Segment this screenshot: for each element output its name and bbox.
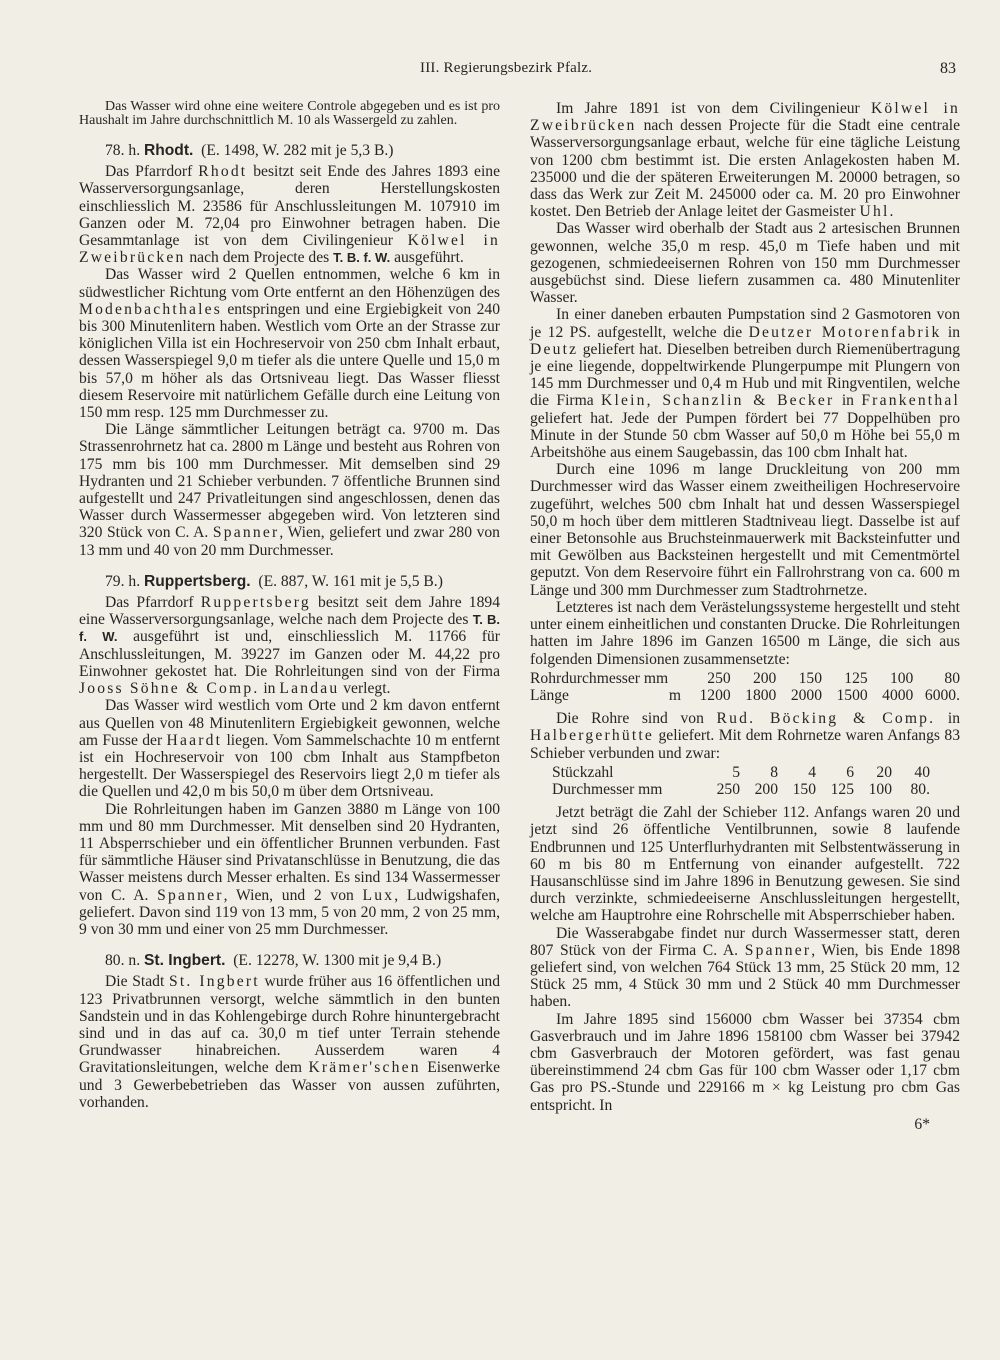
paragraph: Jetzt beträgt die Zahl der Schieber 112. Anfangs waren 20 und jetzt sind 26 öffentliche Ventilbrunnen, sowie 8 laufende Endbrunnen und 125 Unterflurhydranten mit Selbstentwässerung in 60 m bis 80 m Entfernung von einander aufgestellt. 722 Hausanschlüsse sind im Jahre 1896 in Benutzung gewesen. Sie sind durch verzinkte, schmiedeeiserne Anschlussleitungen hergestellt, welche am Hauptrohre eine Rohrschelle mit Absperrschieber haben. [530, 804, 960, 925]
paragraph: Das Wasser wird westlich vom Orte und 2 km davon entfernt aus Quellen von 48 Minutenlitern Ergiebigkeit gewonnen, welche am Fusse der Haardt liegen. Vom Sammelschachte 10 m entfernt ist ein Hochreservoir von 100 cbm Inhalt aus Stampfbeton hergestellt. Der Wasserspiegel des Reservoirs liegt 2,0 m tiefer als die Quellen und 42,0 m bis 50,0 m über dem Ortsniveau. [79, 697, 500, 801]
paragraph: Das Pfarrdorf Ruppertsberg besitzt seit dem Jahre 1894 eine Wasserversorgungsanlage, welche nach dem Projecte des T. B. f. W. ausgeführt ist und, einschliesslich M. 11766 für Anschlussleitungen, M. 39227 im Ganzen oder M. 44,22 pro Einwohner gekostet hat. Die Rohrleitungen sind von der Firma Jooss Söhne & Comp. in Landau verlegt. [79, 594, 500, 698]
paragraph: Im Jahre 1891 ist von dem Civilingenieur Kölwel in Zweibrücken nach dessen Projecte für die Stadt eine centrale Wasserversorgungsanlage erbaut, welche für eine tägliche Leistung von 1200 cbm bestimmt ist. Die ersten Anlagekosten haben M. 235000 und die der späteren Erweiterungen M. 20000 betragen, so dass das Werk zur Zeit M. 245000 oder ca. M. 20 pro Einwohner kostet. Den Betrieb der Anlage leitet der Gasmeister Uhl. [530, 100, 960, 221]
table-cell: 1200 [699, 686, 731, 704]
table-cell: 6 [846, 763, 854, 781]
table-row [530, 670, 960, 687]
table-cell: 1500 [836, 686, 868, 704]
table-cell: 100 [889, 669, 914, 687]
entry-place: St. Ingbert. [144, 952, 226, 970]
table-row-label: Durchmesser mm [552, 780, 663, 798]
paragraph: Die Rohre sind von Rud. Böcking & Comp. in Halbergerhütte geliefert. Mit dem Rohrnetze waren Anfangs 83 Schieber verbunden und zwar: [530, 710, 960, 762]
table-cell: 5 [732, 763, 740, 781]
table-cell: 100 [868, 780, 892, 798]
table-cell: 250 [716, 780, 740, 798]
table-cell: 6000. [924, 686, 960, 704]
paragraph: Die Rohrleitungen haben im Ganzen 3880 m Länge von 100 mm und 80 mm Durchmesser. Mit denselben sind 20 Hydranten, 11 Absperrschieber und ein öffentlicher Brunnen verbunden. Fast für sämmtliche Häuser sind Privatanschlüsse in Benutzung, die das Wasser meistens durch Messer erhalten. Es sind 134 Wassermesser von C. A. Spanner, Wien, und 2 von Lux, Ludwigshafen, geliefert. Davon sind 119 von 13 mm, 5 von 20 mm, 2 von 25 mm, 9 von 30 mm und einer von 25 mm Durchmesser. [79, 800, 501, 938]
entry-number: 79. h. [105, 572, 141, 590]
table-cell: 4 [808, 763, 816, 781]
entry-meta: (E. 887, W. 161 mit je 5,5 B.) [258, 572, 443, 590]
left-column [79, 100, 500, 1111]
table-cell: 4000 [882, 686, 914, 704]
paragraph: Das Pfarrdorf Rhodt besitzt seit Ende des Jahres 1893 eine Wasserversorgungsanlage, deren Herstellungskosten einschliesslich M. 23586 für Anschlussleitungen M. 107910 im Ganzen oder M. 72,04 pro Einwohner betragen haben. Die Gesammtanlage ist von dem Civilingenieur Kölwel in Zweibrücken nach dem Projecte des T. B. f. W. ausgeführt. [79, 163, 501, 267]
paragraph: Letzteres ist nach dem Verästelungssysteme hergestellt und steht unter einem einheitlichen und constanten Drucke. Die Rohrleitungen hatten im Jahre 1896 im Ganzen 16500 m Länge, die sich aus folgenden Dimensionen zusammensetzte: [530, 598, 960, 668]
table-cell: 200 [752, 669, 777, 687]
entry-heading-79 [79, 573, 500, 590]
table-cell: 1800 [745, 686, 777, 704]
page-header [0, 60, 1000, 84]
paragraph: Das Wasser wird oberhalb der Stadt aus 2 artesischen Brunnen gewonnen, welche 35,0 m resp. 45,0 m Tiefe haben und mit gezogenen, schmiedeeisernen Rohren von 150 mm Durchmesser ausgebüchst sind. Diese liefern zusammen ca. 480 Minutenliter Wasser. [530, 220, 960, 307]
paragraph: Das Wasser wird 2 Quellen entnommen, welche 6 km in südwestlicher Richtung vom Orte entfernt an den Höhenzügen des Modenbachthales entspringen und eine Ergiebigkeit von 240 bis 300 Minutenlitern haben. Westlich vom Orte an der Strasse zur königlichen Villa ist ein Hochreservoir von 250 cbm Inhalt erbaut, dessen Wasserspiegel 9,0 m tiefer als die untere Quelle und 15,0 m bis 57,0 m höher als das Ortsniveau liegt. Das Wasser fliesst diesem Reservoire mit natürlichem Gefälle durch eine Leitung von 150 mm resp. 125 mm Durchmesser zu. [79, 266, 500, 422]
right-column [530, 100, 960, 1133]
table-cell: 8 [770, 763, 778, 781]
table-cell: 2000 [790, 686, 822, 704]
table-cell: 250 [707, 669, 731, 687]
table-cell: 125 [844, 669, 868, 687]
table-cell: 200 [754, 780, 778, 798]
paragraph: Die Stadt St. Ingbert wurde früher aus 16 öffentlichen und 123 Privatbrunnen versorgt, welche sämmtlich in den bunten Sandstein und in das Kohlengebirge durch Rohre hinuntergebracht sind und in das auf ca. 30,0 m tief unter Terrain stehende Grundwasser hinabreichen. Ausserdem waren 4 Gravitationsleitungen, welche dem Krämer'schen Eisenwerke und 3 Gewerbebetrieben das Wasser von aussen zuführten, vorhanden. [79, 973, 500, 1111]
table-cell: 150 [798, 669, 822, 687]
table-row [552, 781, 930, 798]
paragraph: Die Wasserabgabe findet nur durch Wassermesser statt, deren 807 Stück von der Firma C. A. Spanner, Wien, bis Ende 1898 geliefert sind, von welchen 764 Stück 13 mm, 25 Stück 20 mm, 12 Stück 25 mm, 4 Stück 30 mm und 2 Stück 40 mm Durchmesser haben. [530, 924, 960, 1011]
entry-heading-80 [79, 952, 500, 969]
intro-paragraph: Das Wasser wird ohne eine weitere Controle abgegeben und es ist pro Haushalt im Jahre durchschnittlich M. 10 als Wassergeld zu zahlen. [79, 99, 500, 128]
table-cell: 80. [910, 780, 930, 798]
table-row [530, 687, 960, 704]
entry-heading-78 [79, 142, 500, 159]
pipe-dimensions-table [530, 670, 960, 704]
paragraph: Durch eine 1096 m lange Druckleitung von 200 mm Durchmesser wird das Wasser einem zweitheiligen Hochreservoire zugeführt, welches 500 cbm Inhalt hat und dessen Wasserspiegel 50,0 m hoch über dem mittleren Stadtniveau liegt. Dasselbe ist auf einer Betonsohle aus Bruchsteinmauerwerk mit Backsteinfutter und mit Gewölben aus Backsteinen hergestellt und mit Cementmörtel geputzt. Von dem Reservoire führt ein Fallrohrstrang von ca. 600 m Länge und 300 mm Durchmesser zum Stadtrohrnetze. [530, 461, 960, 599]
sheet-signature: 6* [914, 1115, 930, 1133]
table-cell: 40 [914, 763, 930, 781]
table-cell: 80 [944, 669, 960, 687]
table-row-label: Länge m [530, 686, 681, 704]
paragraph: Die Länge sämmtlicher Leitungen beträgt ca. 9700 m. Das Strassenrohrnetz hat ca. 2800 m Länge und besteht aus Rohren von 175 mm bis 100 mm Durchmesser. Mit demselben sind 29 Hydranten und 21 Schieber verbunden. 7 öffentliche Brunnen sind aufgestellt und 247 Privatleitungen sind angeschlossen, denen das Wasser durch Wassermesser abgegeben wird. Von letzteren sind 320 Stück von C. A. Spanner, Wien, geliefert und zwar 280 von 13 mm und 40 von 20 mm Durchmesser. [79, 421, 500, 559]
valve-table [552, 764, 930, 798]
paragraph: Im Jahre 1895 sind 156000 cbm Wasser bei 37354 cbm Gasverbrauch und im Jahre 1896 158100 cbm Wasser bei 37942 cbm Gasverbrauch der Motoren gefördert, was fast genau übereinstimmend 24 cbm Gas für 100 cbm Wasser oder 1,17 cbm Gas pro PS.-Stunde und 229166 m × kg Leistung pro cbm Gas entspricht. In [530, 1010, 960, 1114]
running-title: III. Regierungsbezirk Pfalz. [420, 60, 593, 76]
entry-place: Rhodt. [144, 142, 194, 159]
entry-number: 78. h. [105, 142, 141, 159]
paragraph: In einer daneben erbauten Pumpstation sind 2 Gasmotoren von je 12 PS. aufgestellt, welche die Deutzer Motorenfabrik in Deutz geliefert hat. Dieselben betreiben durch Riemenübertragung je eine liegende, doppeltwirkende Plungerpumpe mit Plungern von 145 mm Durchmesser und 0,4 m Hub und mit Ringventilen, welche die Firma Klein, Schanzlin & Becker in Frankenthal geliefert hat. Jede der Pumpen fördert bei 77 Doppelhüben pro Minute in der Stunde 50 cbm Wasser auf 50,0 m Höhe bei 55,0 m Arbeitshöhe aus einem Saugebassin, das 100 cbm Inhalt hat. [530, 306, 960, 462]
entry-place: Ruppertsberg. [144, 572, 251, 590]
page-number: 83 [940, 60, 956, 77]
entry-meta: (E. 1498, W. 282 mit je 5,3 B.) [201, 142, 394, 159]
entry-meta: (E. 12278, W. 1300 mit je 9,4 B.) [233, 952, 442, 970]
table-row [552, 764, 930, 781]
table-row-label: Stückzahl [552, 763, 614, 781]
table-cell: 125 [830, 780, 854, 798]
table-row-label: Rohrdurchmesser mm [530, 669, 669, 687]
table-cell: 150 [792, 780, 816, 798]
table-cell: 20 [876, 763, 892, 781]
entry-number: 80. n. [105, 952, 141, 970]
